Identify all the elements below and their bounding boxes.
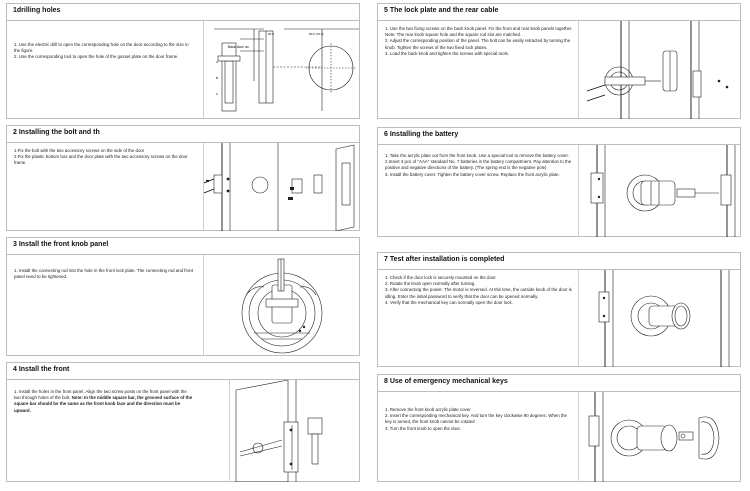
step-4-figure — [229, 380, 361, 482]
step-2-title: 2 Installing the bolt and th — [7, 126, 359, 143]
step-3-text: 1. Install the connecting rod into the hole in the front lock plate. The connecting rod and front panel need to be tightened. — [14, 268, 194, 280]
step-6-text: 1. Take the acrylic plate out from the front knob. Use a special tool to remove the battery cover. 2.Insert 3 pcs of "AAA" standard No. 7 batteries in the battery compartment. Pay attention to the positive and negative directions of the battery. (The spring end is the negative pole) 3. Install the battery cover. Tighten the battery cover screw. Replace the front acrylic plate. — [385, 153, 572, 177]
dim-label-a: A — [216, 60, 219, 64]
step-1-text: 1. Use the electric drill to open the corresponding hole on the door according to the size in the figure. 2. Use the corresponding tool to open the hole of the gusset plate on the door frame. — [14, 42, 189, 60]
step-8-figure — [578, 392, 742, 482]
step-5-figure — [578, 21, 742, 119]
step-3-panel — [6, 237, 360, 356]
step-2-text: 1.Fix the bolt with the two accessory screws on the side of the door 2.Fix the plastic bottom box and the door plate with the two accessory screws on the door frame. — [14, 148, 188, 166]
step-7-figure — [578, 270, 742, 367]
dim-label-b: B — [216, 76, 219, 80]
dim-label-mid: Back door no. — [228, 45, 250, 49]
step-5-title: 5 The lock plate and the rear cable — [378, 4, 740, 21]
step-7-title: 7 Test after installation is completed — [378, 253, 740, 270]
dim-label-right: 60.0 (70.0) — [309, 32, 324, 36]
step-2-figure — [203, 143, 361, 231]
step-8-title: 8 Use of emergency mechanical keys — [378, 375, 740, 392]
step-7-text: 1. Check if the door lock is securely mounted on the door 2. Rotate the knob open normally after turning. 3. After connecting the power. The motor is reversed. At this time, the outside knob of the door is idling. Enter the initial password to verify that the door can be opened normally. 4. Verify that the mechanical key can normally open the door lock. — [385, 275, 572, 305]
step-1-figure — [203, 21, 361, 119]
step-4-title: 4 Install the front — [7, 363, 359, 380]
step-8-text: 1. Remove the front knob acrylic plate cover 2. Insert the corresponding mechanical key. And turn the key clockwise 90 degrees. When the key is turned, the front knob cannot be rotated 3. Turn the front knob to open the door. — [385, 407, 567, 431]
step-3-title: 3 Install the front knob panel — [7, 238, 359, 255]
step-2-panel — [6, 125, 360, 231]
step-3-figure — [203, 255, 361, 356]
step-1-panel — [6, 3, 360, 119]
step-7-panel — [377, 252, 741, 367]
step-5-text: 1. Use the two fixing screws on the back knob panel. Fix the front and rear knob panels together. Note: The rear knob square hole and the square rod slot are matched. 2. Adjust the corresponding position of the panel. The bolt can be easily retracted by turning the knob. Tighten the screws of the two fixed lock plates. 3. Load the back knob and tighten the screws with special tools. — [385, 26, 573, 56]
step-4-panel — [6, 362, 360, 482]
step-6-panel — [377, 127, 741, 237]
dim-label-top: 60.0 — [268, 32, 274, 36]
step-4-text — [14, 389, 194, 414]
step-4-text-plain: 1. Install the holes in the front panel. Align the two screw posts on the front panel with the two through holes of the bolt. — [14, 389, 187, 401]
step-5-panel — [377, 3, 741, 119]
step-1-title: 1drilling holes — [7, 4, 359, 21]
step-6-title: 6 Installing the battery — [378, 128, 740, 145]
step-4-note: Note: In the middle square bar, the grooved surface of the square bar should be the same as the front knob face and the direction must be upward. — [14, 395, 193, 413]
step-6-figure — [578, 145, 742, 237]
step-8-panel — [377, 374, 741, 482]
dim-label-c: C — [216, 92, 219, 96]
